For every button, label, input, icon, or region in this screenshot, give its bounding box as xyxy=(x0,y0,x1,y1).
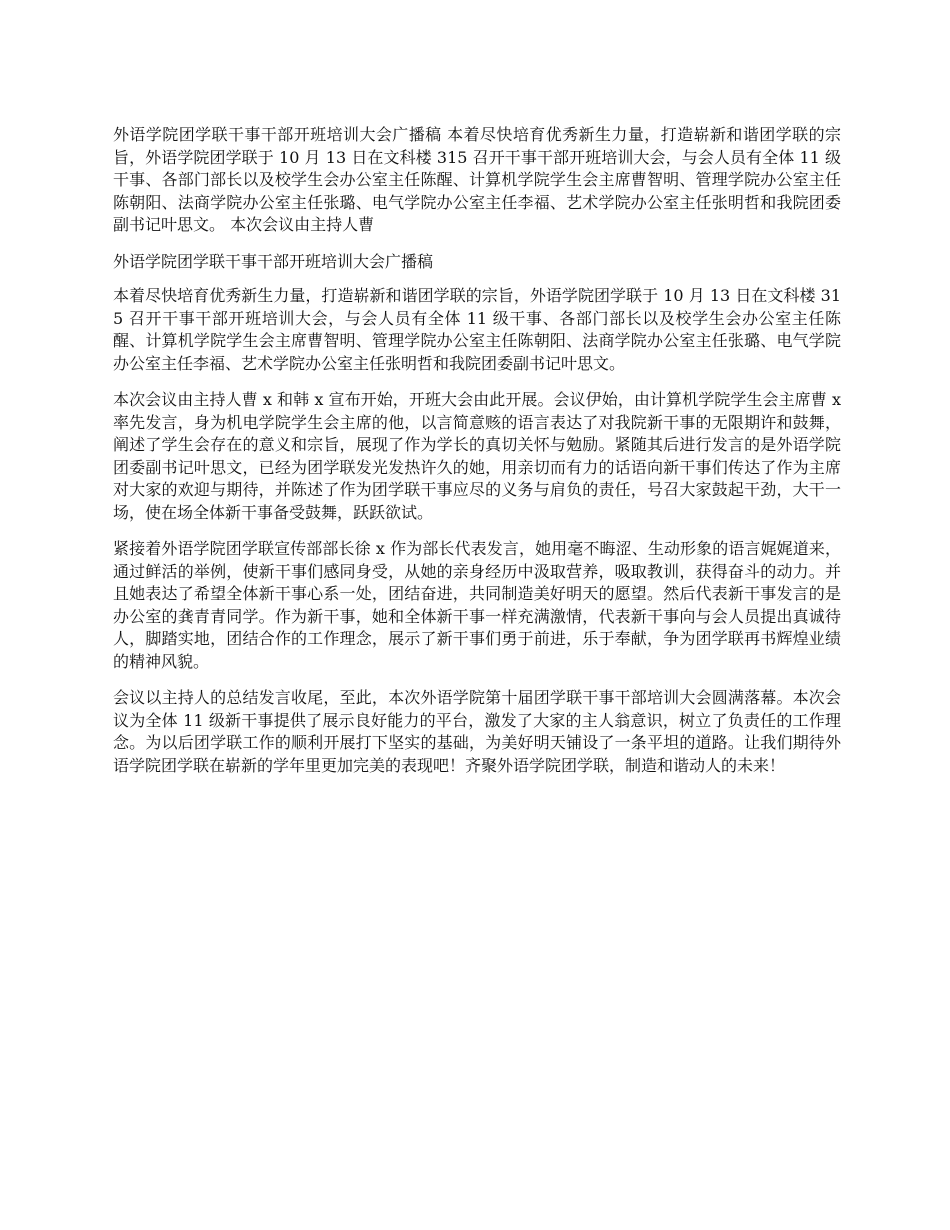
body-paragraph-2: 本次会议由主持人曹 x 和韩 x 宣布开始，开班大会由此开展。会议伊始，由计算机学院学生会主席曹 x 率先发言，身为机电学院学生会主席的他，以言简意赅的语言表达了对我院新干事的无限期许和鼓舞，阐述了学生会存在的意义和宗旨，展现了作为学长的真切关怀与勉励。紧随其后进行发言的是外语学院团委副书记叶思文，已经为团学联发光发热许久的她，用亲切而有力的话语向新干事们传达了作为主席对大家的欢迎与期待，并陈述了作为团学联干事应尽的义务与肩负的责任，号召大家鼓起干劲，大干一场，使在场全体新干事备受鼓舞，跃跃欲试。 xyxy=(113,390,841,522)
document-title: 外语学院团学联干事干部开班培训大会广播稿 xyxy=(113,251,434,271)
body-paragraph-3: 紧接着外语学院团学联宣传部部长徐 x 作为部长代表发言，她用毫不晦涩、生动形象的语言娓娓道来，通过鲜活的举例，使新干事们感同身受，从她的亲身经历中汲取营养，吸取教训，获得奋斗的动力。并且她表达了希望全体新干事心系一处，团结奋进，共同制造美好明天的愿望。然后代表新干事发言的是办公室的龚青青同学。作为新干事，她和全体新干事一样充满激情，代表新干事向与会人员提出真诚待人，脚踏实地，团结合作的工作理念，展示了新干事们勇于前进，乐于奉献，争为团学联再书辉煌业绩的精神风貌。 xyxy=(113,539,841,671)
document-page xyxy=(113,124,841,791)
body-paragraph-1: 本着尽快培育优秀新生力量，打造崭新和谐团学联的宗旨，外语学院团学联于 10 月 13 日在文科楼 315 召开干事干部开班培训大会，与会人员有全体 11 级干事、各部门部长以及校学生会办公室主任陈醒、计算机学院学生会主席曹智明、管理学院办公室主任陈朝阳、法商学院办公室主任张璐、电气学院办公室主任李福、艺术学院办公室主任张明哲和我院团委副书记叶思文。 xyxy=(113,286,841,373)
body-paragraph-4: 会议以主持人的总结发言收尾，至此，本次外语学院第十届团学联干事干部培训大会圆满落幕。本次会议为全体 11 级新干事提供了展示良好能力的平台，激发了大家的主人翁意识，树立了负责任的工作理念。为以后团学联工作的顺利开展打下坚实的基础，为美好明天铺设了一条平坦的道路。让我们期待外语学院团学联在崭新的学年里更加完美的表现吧！齐聚外语学院团学联，制造和谐动人的未来！ xyxy=(113,688,841,775)
summary-paragraph: 外语学院团学联干事干部开班培训大会广播稿 本着尽快培育优秀新生力量，打造崭新和谐团学联的宗旨，外语学院团学联于 10 月 13 日在文科楼 315 召开干事干部开班培训大会，与会人员有全体 11 级干事、各部门部长以及校学生会办公室主任陈醒、计算机学院学生会主席曹智明、管理学院办公室主任陈朝阳、法商学院办公室主任张璐、电气学院办公室主任李福、艺术学院办公室主任张明哲和我院团委副书记叶思文。 本次会议由主持人曹 xyxy=(113,125,841,234)
